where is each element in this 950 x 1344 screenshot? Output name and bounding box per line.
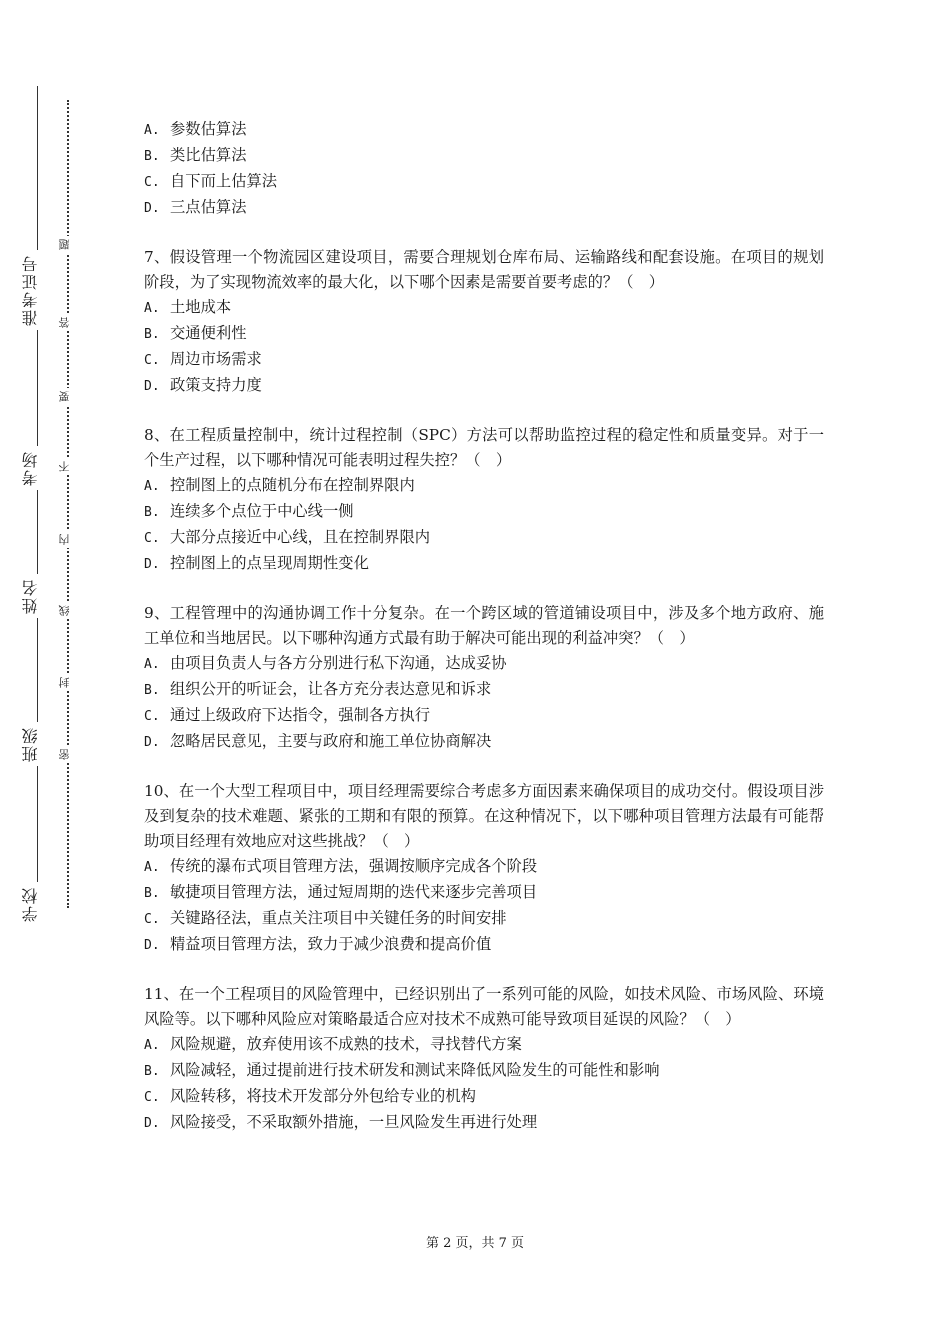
option: [144, 499, 824, 525]
option: [144, 677, 824, 703]
option-letter: B.: [144, 505, 160, 520]
option-text: 自下而上估算法: [170, 172, 278, 190]
seal-dotted-line: [67, 100, 69, 908]
question-11: [144, 982, 824, 1136]
option: [144, 321, 824, 347]
question-stem: 9、工程管理中的沟通协调工作十分复杂。在一个跨区域的管道铺设项目中，涉及多个地方政府、施工单位和当地居民。以下哪种沟通方式最有助于解决可能出现的利益冲突？（ ）: [144, 604, 824, 647]
option: [144, 525, 824, 551]
option-letter: B.: [144, 1064, 160, 1079]
option-letter: C.: [144, 709, 160, 724]
option-letter: C.: [144, 353, 160, 368]
option-letter: C.: [144, 912, 160, 927]
option-text: 大部分点接近中心线，且在控制界限内: [170, 528, 431, 546]
option: [144, 880, 824, 906]
option-letter: A.: [144, 301, 160, 316]
option-letter: B.: [144, 149, 160, 164]
field-admission-number: 准考证号: [22, 250, 52, 330]
option: [144, 932, 824, 958]
seal-char: 密: [58, 746, 76, 763]
field-class: 班级: [22, 722, 52, 766]
option-letter: D.: [144, 938, 160, 953]
question-stem: 10、在一个大型工程项目中，项目经理需要综合考虑多方面因素来确保项目的成功交付。假设项目涉及到复杂的技术难题、紧张的工期和有限的预算。在这种情况下，以下哪种项目管理方法最有可能帮助项目经理有效地应对这些挑战？（ ）: [144, 782, 824, 850]
option-text: 风险规避，放弃使用该不成熟的技术，寻找替代方案: [170, 1035, 522, 1053]
option: [144, 729, 824, 755]
option-text: 交通便利性: [170, 324, 247, 342]
option-text: 政策支持力度: [170, 376, 262, 394]
option-text: 类比估算法: [170, 146, 247, 164]
option: [144, 906, 824, 932]
option: [144, 1084, 824, 1110]
seal-char: 内: [58, 531, 76, 548]
option-letter: D.: [144, 379, 160, 394]
option: [144, 373, 824, 399]
option-letter: A.: [144, 123, 160, 138]
option-text: 关键路径法，重点关注项目中关键任务的时间安排: [170, 909, 507, 927]
option-letter: D.: [144, 1116, 160, 1131]
option-letter: D.: [144, 557, 160, 572]
field-exam-room: 考场: [22, 446, 52, 490]
option-letter: A.: [144, 657, 160, 672]
option-text: 三点估算法: [170, 198, 247, 216]
option-text: 周边市场需求: [170, 350, 262, 368]
option: [144, 651, 824, 677]
option: [144, 1032, 824, 1058]
seal-char: 答: [58, 314, 76, 331]
question-stem: 7、假设管理一个物流园区建设项目，需要合理规划仓库布局、运输路线和配套设施。在项目的规划阶段，为了实现物流效率的最大化，以下哪个因素是需要首要考虑的？（ ）: [144, 248, 824, 291]
option-text: 通过上级政府下达指令，强制各方执行: [170, 706, 431, 724]
option-text: 土地成本: [170, 298, 232, 316]
option-text: 组织公开的听证会，让各方充分表达意见和诉求: [170, 680, 492, 698]
option-text: 忽略居民意见，主要与政府和施工单位协商解决: [170, 732, 492, 750]
question-stem: 8、在工程质量控制中，统计过程控制（SPC）方法可以帮助监控过程的稳定性和质量变异。对于一个生产过程，以下哪种情况可能表明过程失控？（ ）: [144, 426, 824, 469]
option: [144, 195, 824, 221]
option-letter: C.: [144, 1090, 160, 1105]
option-text: 敏捷项目管理方法，通过短周期的迭代来逐步完善项目: [170, 883, 538, 901]
option: [144, 703, 824, 729]
option: [144, 551, 824, 577]
question-7: [144, 245, 824, 399]
question-8: [144, 423, 824, 577]
option-letter: C.: [144, 531, 160, 546]
option: [144, 347, 824, 373]
option: [144, 1058, 824, 1084]
option-text: 风险接受，不采取额外措施，一旦风险发生再进行处理: [170, 1113, 538, 1131]
seal-char: 封: [58, 674, 76, 691]
question-10: [144, 779, 824, 958]
option-text: 控制图上的点呈现周期性变化: [170, 554, 369, 572]
option: [144, 854, 824, 880]
option-letter: A.: [144, 479, 160, 494]
option-text: 精益项目管理方法，致力于减少浪费和提高价值: [170, 935, 492, 953]
binding-solid-line: [37, 86, 38, 926]
option-text: 风险减轻，通过提前进行技术研发和测试来降低风险发生的可能性和影响: [170, 1061, 660, 1079]
exam-content: [144, 117, 824, 1136]
seal-char: 要: [58, 388, 76, 405]
option-letter: D.: [144, 201, 160, 216]
option-text: 连续多个点位于中心线一侧: [170, 502, 354, 520]
option-text: 参数估算法: [170, 120, 247, 138]
field-name: 姓名: [22, 574, 52, 618]
option: [144, 295, 824, 321]
continued-options: [144, 117, 824, 221]
question-9: [144, 601, 824, 755]
option: [144, 143, 824, 169]
option-letter: D.: [144, 735, 160, 750]
option-text: 控制图上的点随机分布在控制界限内: [170, 476, 415, 494]
option-text: 传统的瀑布式项目管理方法，强调按顺序完成各个阶段: [170, 857, 538, 875]
seal-char: 不: [58, 458, 76, 475]
option-letter: C.: [144, 175, 160, 190]
option-letter: B.: [144, 886, 160, 901]
option: [144, 1110, 824, 1136]
option-text: 风险转移，将技术开发部分外包给专业的机构: [170, 1087, 476, 1105]
seal-char: 线: [58, 602, 76, 619]
option-text: 由项目负责人与各方分别进行私下沟通，达成妥协: [170, 654, 507, 672]
seal-char: 题: [58, 236, 76, 253]
field-school: 学校: [22, 882, 52, 926]
option: [144, 169, 824, 195]
binding-margin: [0, 0, 110, 1344]
option-letter: A.: [144, 1038, 160, 1053]
option: [144, 117, 824, 143]
page-footer: 第 2 页，共 7 页: [425, 1236, 525, 1251]
option: [144, 473, 824, 499]
option-letter: B.: [144, 683, 160, 698]
question-stem: 11、在一个工程项目的风险管理中，已经识别出了一系列可能的风险，如技术风险、市场风险、环境风险等。以下哪种风险应对策略最适合应对技术不成熟可能导致项目延误的风险？（ ）: [144, 985, 824, 1028]
option-letter: B.: [144, 327, 160, 342]
option-letter: A.: [144, 860, 160, 875]
